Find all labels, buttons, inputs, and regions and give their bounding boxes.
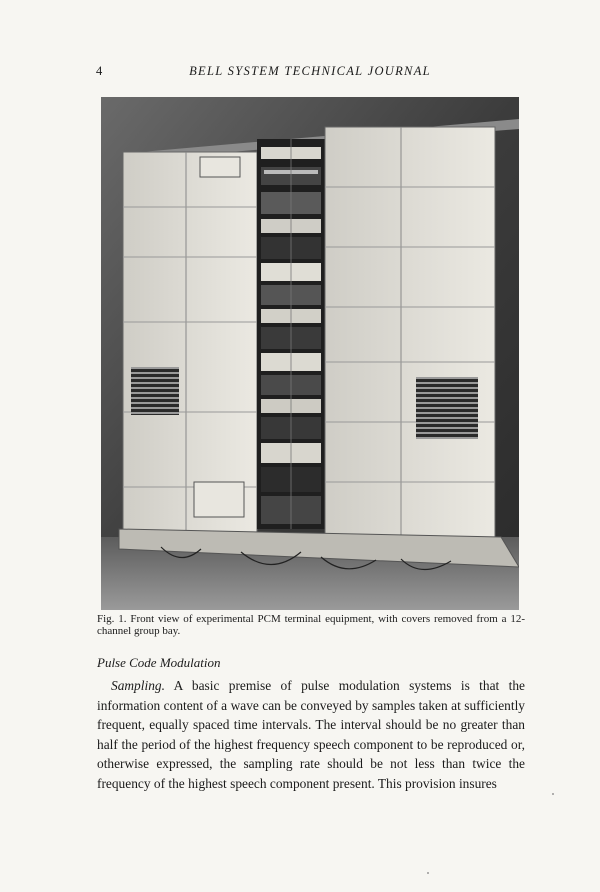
- scan-speck: [552, 793, 554, 795]
- figure-photo: [101, 97, 519, 610]
- scan-speck: [427, 872, 429, 874]
- right-bay: [325, 127, 495, 537]
- vent-grille-left: [131, 367, 179, 415]
- figure-caption: Fig. 1. Front view of experimental PCM terminal equipment, with covers removed from a 12-channel group bay.: [97, 613, 525, 637]
- center-racks: [257, 139, 325, 529]
- running-head: [96, 64, 524, 82]
- left-bay: [123, 152, 257, 532]
- page-number: 4: [96, 64, 103, 78]
- section-heading: Pulse Code Modulation: [97, 655, 221, 670]
- journal-title: BELL SYSTEM TECHNICAL JOURNAL: [189, 64, 431, 78]
- equipment-photo: [101, 97, 519, 610]
- vent-grille-right: [416, 377, 478, 439]
- paragraph-text: A basic premise of pulse modulation systems is that the information content of a wave can be conveyed by samples taken at sufficiently frequent, equally spaced time intervals. The interval should be no greater than half the period of the highest frequency speech component to be reproduced or, otherwise expressed, the sampling rate should be not less than twice the frequency of the highest speech component present. This provision insures: [97, 678, 525, 791]
- body-paragraph: [97, 676, 525, 793]
- paragraph-run-in-heading: Sampling.: [111, 678, 165, 693]
